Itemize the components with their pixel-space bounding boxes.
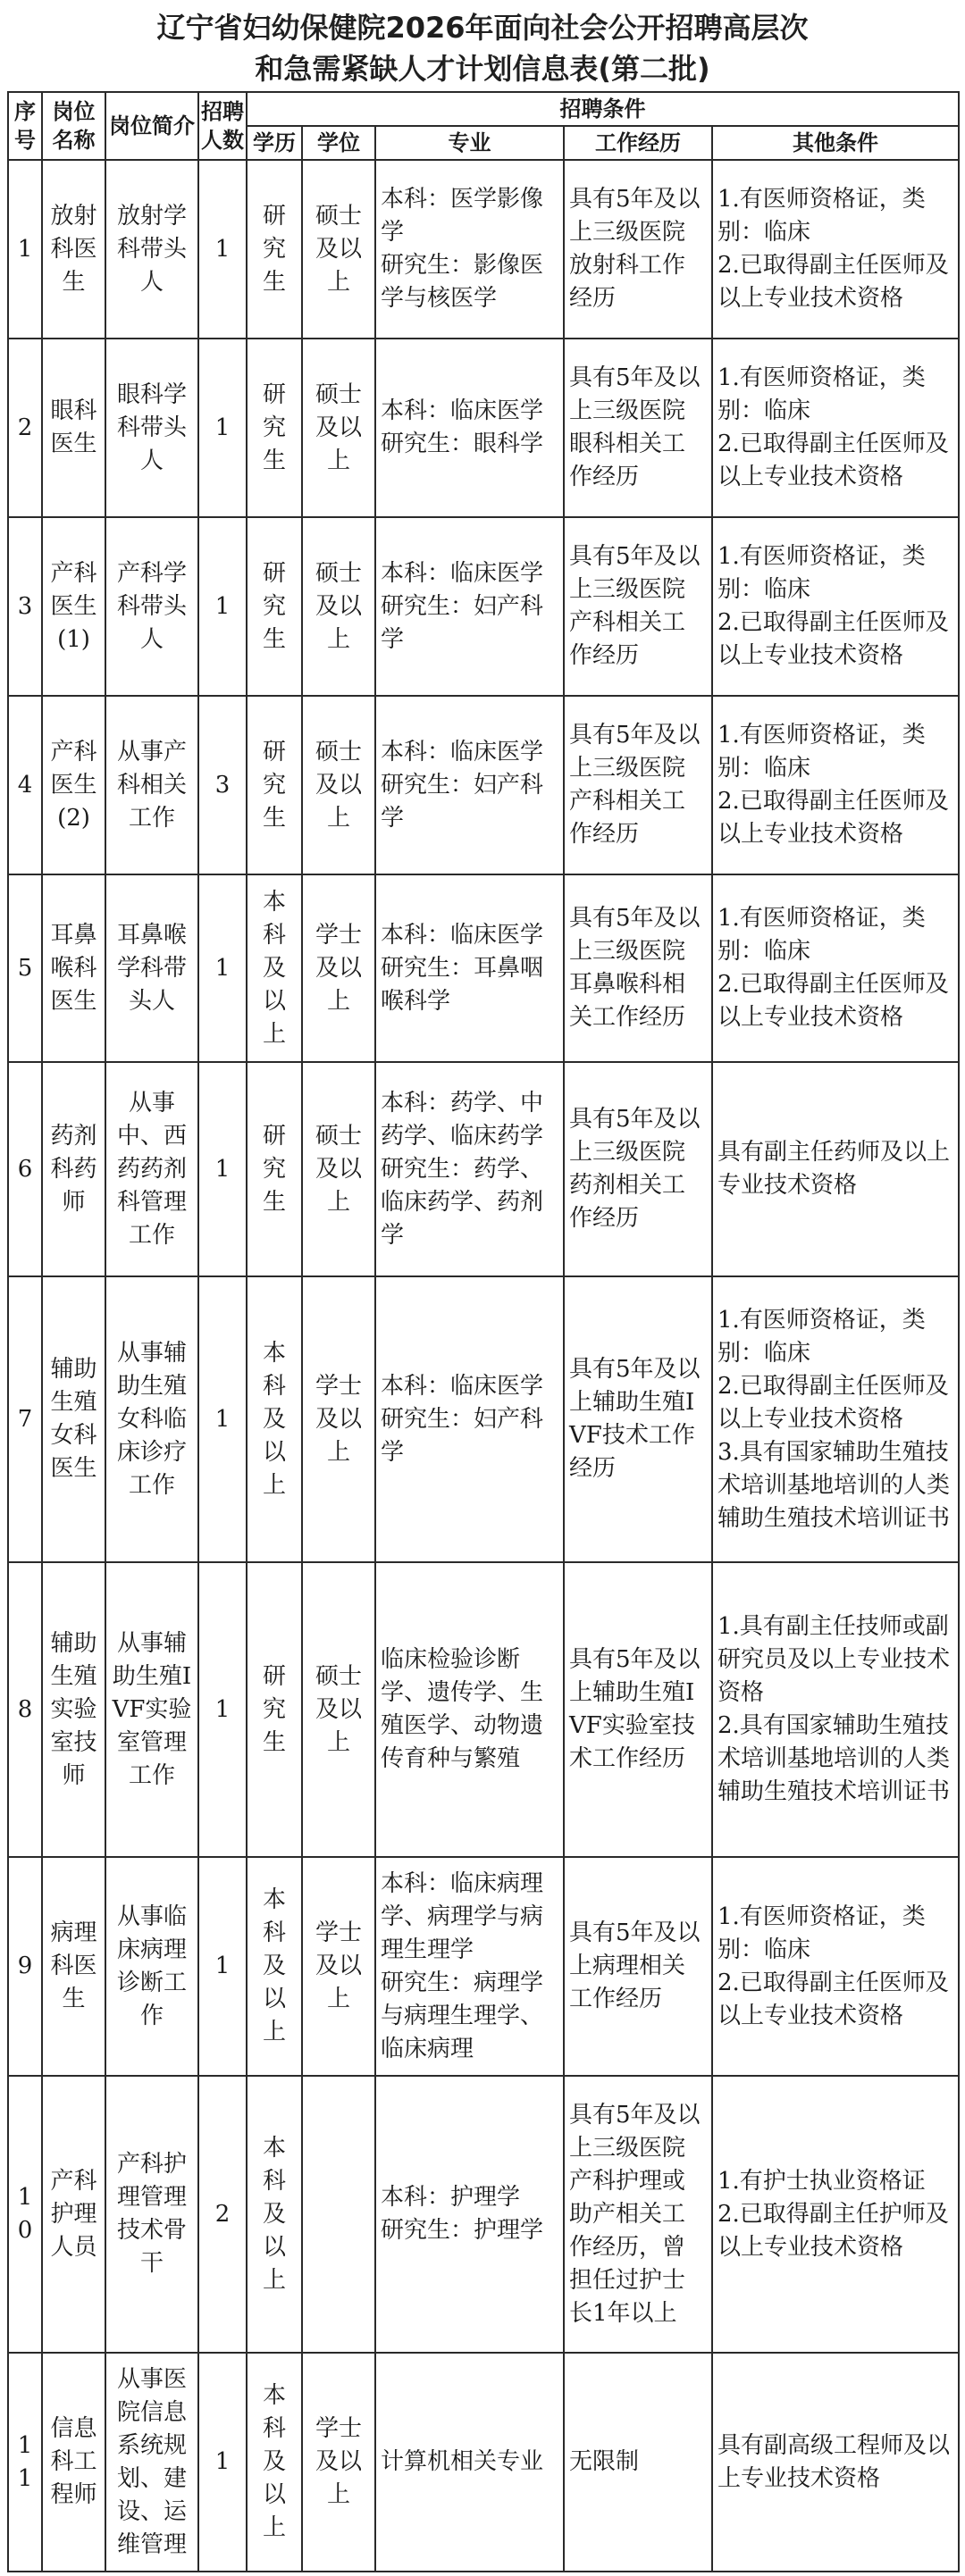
header-count: 招聘人数 — [198, 92, 247, 160]
cell-major: 本科：临床医学 研究生：耳鼻咽喉科学 — [375, 874, 564, 1062]
cell-position: 耳鼻喉科医生 — [42, 874, 105, 1062]
cell-other: 1.有医师资格证，类别：临床 2.已取得副主任医师及以上专业技术资格 — [712, 339, 959, 517]
cell-experience: 具有5年及以上三级医院产科相关工作经历 — [564, 517, 712, 696]
cell-seq: 5 — [8, 874, 42, 1062]
cell-position: 放射科医生 — [42, 160, 105, 339]
cell-degree: 硕士及以上 — [302, 696, 375, 874]
table-row — [8, 1857, 959, 2076]
cell-other: 1.有护士执业资格证 2.已取得副主任护师及以上专业技术资格 — [712, 2076, 959, 2353]
table-row — [8, 339, 959, 517]
cell-experience: 具有5年及以上三级医院产科相关工作经历 — [564, 696, 712, 874]
cell-count: 1 — [198, 1857, 247, 2076]
cell-position: 眼科医生 — [42, 339, 105, 517]
cell-seq: 9 — [8, 1857, 42, 2076]
cell-degree: 学士及以上 — [302, 874, 375, 1062]
cell-education: 研究生 — [247, 1562, 302, 1857]
cell-position: 辅助生殖女科医生 — [42, 1276, 105, 1562]
table-row — [8, 874, 959, 1062]
cell-other: 1.有医师资格证，类别：临床 2.已取得副主任医师及以上专业技术资格 — [712, 874, 959, 1062]
title-line-2: 和急需紧缺人才计划信息表(第二批) — [255, 52, 710, 86]
cell-experience: 具有5年及以上三级医院产科护理或助产相关工作经历，曾担任过护士长1年以上 — [564, 2076, 712, 2353]
cell-other: 1.有医师资格证，类别：临床 2.已取得副主任医师及以上专业技术资格 — [712, 160, 959, 339]
cell-count: 3 — [198, 696, 247, 874]
cell-degree: 硕士及以上 — [302, 1562, 375, 1857]
cell-intro: 产科护理管理技术骨干 — [105, 2076, 198, 2353]
cell-education: 本科及以上 — [247, 2353, 302, 2572]
cell-other: 1.具有副主任技师或副研究员及以上专业技术资格 2.具有国家辅助生殖技术培训基地培训的人类辅助生殖技术培训证书 — [712, 1562, 959, 1857]
cell-major: 本科：临床医学 研究生：妇产科学 — [375, 1276, 564, 1562]
cell-intro: 从事医院信息系统规划、建设、运维管理 — [105, 2353, 198, 2572]
table-row — [8, 517, 959, 696]
table-row — [8, 2353, 959, 2572]
cell-position: 辅助生殖实验室技师 — [42, 1562, 105, 1857]
cell-degree: 硕士及以上 — [302, 160, 375, 339]
cell-education: 研究生 — [247, 1062, 302, 1276]
cell-education: 研究生 — [247, 160, 302, 339]
cell-major: 本科：药学、中药学、临床药学 研究生：药学、临床药学、药剂学 — [375, 1062, 564, 1276]
cell-other: 具有副高级工程师及以上专业技术资格 — [712, 2353, 959, 2572]
cell-education: 本科及以上 — [247, 1276, 302, 1562]
cell-education: 研究生 — [247, 517, 302, 696]
cell-count: 2 — [198, 2076, 247, 2353]
cell-count: 1 — [198, 517, 247, 696]
table-row — [8, 696, 959, 874]
cell-count: 1 — [198, 2353, 247, 2572]
cell-degree: 学士及以上 — [302, 1276, 375, 1562]
cell-intro: 产科学科带头人 — [105, 517, 198, 696]
cell-degree: 硕士及以上 — [302, 1062, 375, 1276]
cell-intro: 从事中、西药药剂科管理工作 — [105, 1062, 198, 1276]
cell-position: 药剂科药师 — [42, 1062, 105, 1276]
header-intro: 岗位简介 — [105, 92, 198, 160]
cell-intro: 从事临床病理诊断工作 — [105, 1857, 198, 2076]
cell-experience: 具有5年及以上病理相关工作经历 — [564, 1857, 712, 2076]
header-degree: 学位 — [302, 126, 375, 160]
cell-seq: 6 — [8, 1062, 42, 1276]
header-other: 其他条件 — [712, 126, 959, 160]
cell-seq: 4 — [8, 696, 42, 874]
cell-experience: 无限制 — [564, 2353, 712, 2572]
cell-major: 本科：护理学 研究生：护理学 — [375, 2076, 564, 2353]
cell-intro: 从事辅助生殖女科临床诊疗工作 — [105, 1276, 198, 1562]
cell-major: 本科：临床医学 研究生：妇产科学 — [375, 696, 564, 874]
cell-education: 本科及以上 — [247, 1857, 302, 2076]
cell-education: 研究生 — [247, 339, 302, 517]
cell-seq: 2 — [8, 339, 42, 517]
cell-seq: 8 — [8, 1562, 42, 1857]
header-seq: 序号 — [8, 92, 42, 160]
cell-position: 病理科医生 — [42, 1857, 105, 2076]
cell-other: 1.有医师资格证，类别：临床 2.已取得副主任医师及以上专业技术资格 3.具有国家辅助生殖技术培训基地培训的人类辅助生殖技术培训证书 — [712, 1276, 959, 1562]
cell-intro: 从事辅助生殖IVF实验室管理工作 — [105, 1562, 198, 1857]
cell-seq: 3 — [8, 517, 42, 696]
cell-count: 1 — [198, 160, 247, 339]
cell-other: 1.有医师资格证，类别：临床 2.已取得副主任医师及以上专业技术资格 — [712, 696, 959, 874]
header-conditions: 招聘条件 — [247, 92, 959, 126]
cell-degree — [302, 2076, 375, 2353]
cell-education: 本科及以上 — [247, 874, 302, 1062]
table-row — [8, 1062, 959, 1276]
cell-count: 1 — [198, 1276, 247, 1562]
header-education: 学历 — [247, 126, 302, 160]
cell-intro: 从事产科相关工作 — [105, 696, 198, 874]
table-row — [8, 1276, 959, 1562]
cell-position: 产科护理人员 — [42, 2076, 105, 2353]
cell-seq: 10 — [8, 2076, 42, 2353]
cell-experience: 具有5年及以上辅助生殖IVF技术工作经历 — [564, 1276, 712, 1562]
title-line-1: 辽宁省妇幼保健院2026年面向社会公开招聘高层次 — [156, 11, 809, 45]
cell-major: 临床检验诊断学、遗传学、生殖医学、动物遗传育种与繁殖 — [375, 1562, 564, 1857]
cell-intro: 耳鼻喉学科带头人 — [105, 874, 198, 1062]
cell-education: 本科及以上 — [247, 2076, 302, 2353]
cell-experience: 具有5年及以上辅助生殖IVF实验室技术工作经历 — [564, 1562, 712, 1857]
cell-other: 1.有医师资格证，类别：临床 2.已取得副主任医师及以上专业技术资格 — [712, 1857, 959, 2076]
document-title — [0, 0, 965, 86]
cell-position: 产科医生(2) — [42, 696, 105, 874]
header-experience: 工作经历 — [564, 126, 712, 160]
cell-degree: 学士及以上 — [302, 2353, 375, 2572]
cell-other: 具有副主任药师及以上专业技术资格 — [712, 1062, 959, 1276]
cell-position: 信息科工程师 — [42, 2353, 105, 2572]
cell-major: 本科：临床医学 研究生：妇产科学 — [375, 517, 564, 696]
cell-experience: 具有5年及以上三级医院眼科相关工作经历 — [564, 339, 712, 517]
cell-position: 产科医生(1) — [42, 517, 105, 696]
cell-count: 1 — [198, 1062, 247, 1276]
header-major: 专业 — [375, 126, 564, 160]
cell-experience: 具有5年及以上三级医院耳鼻喉科相关工作经历 — [564, 874, 712, 1062]
cell-count: 1 — [198, 1562, 247, 1857]
cell-major: 本科：临床医学 研究生：眼科学 — [375, 339, 564, 517]
cell-major: 本科：临床病理学、病理学与病理生理学 研究生：病理学与病理生理学、临床病理 — [375, 1857, 564, 2076]
cell-degree: 硕士及以上 — [302, 517, 375, 696]
table-row — [8, 1562, 959, 1857]
cell-experience: 具有5年及以上三级医院放射科工作经历 — [564, 160, 712, 339]
cell-intro: 放射学科带头人 — [105, 160, 198, 339]
cell-count: 1 — [198, 339, 247, 517]
header-position: 岗位名称 — [42, 92, 105, 160]
cell-count: 1 — [198, 874, 247, 1062]
cell-degree: 硕士及以上 — [302, 339, 375, 517]
cell-seq: 11 — [8, 2353, 42, 2572]
cell-seq: 7 — [8, 1276, 42, 1562]
cell-experience: 具有5年及以上三级医院药剂相关工作经历 — [564, 1062, 712, 1276]
cell-intro: 眼科学科带头人 — [105, 339, 198, 517]
recruitment-table — [7, 91, 960, 2572]
table-row — [8, 2076, 959, 2353]
cell-major: 本科：医学影像学 研究生：影像医学与核医学 — [375, 160, 564, 339]
table-row — [8, 160, 959, 339]
cell-major: 计算机相关专业 — [375, 2353, 564, 2572]
cell-degree: 学士及以上 — [302, 1857, 375, 2076]
cell-education: 研究生 — [247, 696, 302, 874]
cell-other: 1.有医师资格证，类别：临床 2.已取得副主任医师及以上专业技术资格 — [712, 517, 959, 696]
cell-seq: 1 — [8, 160, 42, 339]
